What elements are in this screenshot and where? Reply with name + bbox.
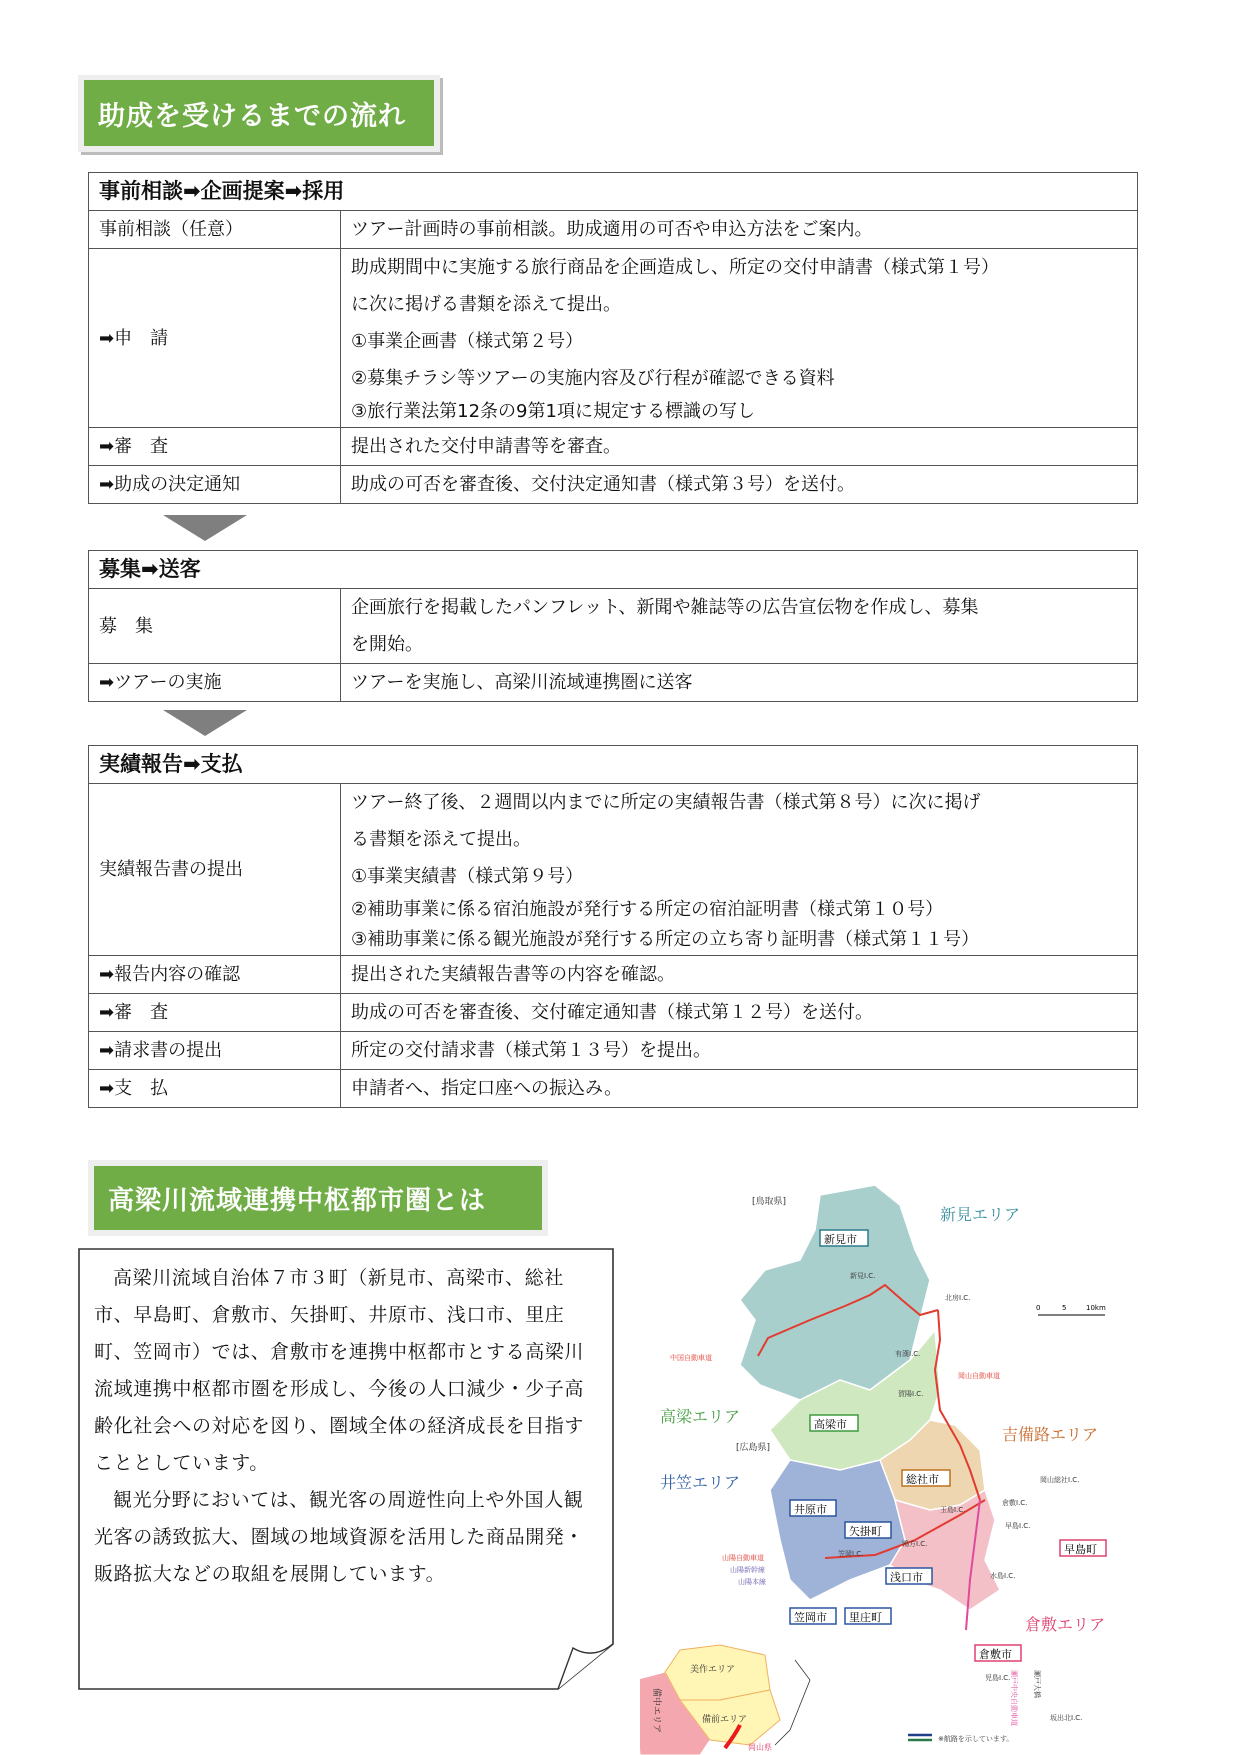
flow-table-recruitment: [88, 550, 1138, 702]
step-description: 企画旅行を掲載したパンフレット、新聞や雑誌等の広告宣伝物を作成し、募集 を開始。: [341, 589, 1138, 664]
inset-area-label: 美作エリア: [690, 1665, 736, 1675]
description-note: [78, 1248, 614, 1690]
table-row: [89, 211, 1138, 249]
table-row: [89, 994, 1138, 1032]
prefecture-label-tottori: [鳥取県]: [752, 1197, 787, 1207]
svg-text:高梁市: 高梁市: [814, 1418, 847, 1431]
ic-label: 坂出北I.C.: [1050, 1714, 1083, 1722]
table-row: [89, 956, 1138, 994]
flow-table-application: [88, 172, 1138, 504]
svg-text:※航路を示しています。: ※航路を示しています。: [938, 1735, 1014, 1743]
down-arrow-icon: [163, 515, 247, 541]
step-description: 助成の可否を審査後、交付決定通知書（様式第３号）を送付。: [341, 466, 1138, 504]
step-description: 提出された交付申請書等を審査。: [341, 428, 1138, 466]
svg-text:0: 0: [1036, 1304, 1041, 1312]
step-description: ツアー計画時の事前相談。助成適用の可否や申込方法をご案内。: [341, 211, 1138, 249]
city-label-hayashima: [1060, 1540, 1106, 1556]
road-label: 岡山自動車道: [958, 1372, 1000, 1380]
city-label-satosho: [845, 1608, 891, 1624]
ic-label: 早島I.C.: [1005, 1522, 1031, 1530]
ic-label: 倉敷I.C.: [1002, 1499, 1028, 1507]
svg-text:倉敷市: 倉敷市: [979, 1648, 1012, 1661]
step-description: ツアー終了後、２週間以内までに所定の実績報告書（様式第８号）に次に掲げ る書類を添えて提出。 ①事業実績書（様式第９号） ②補助事業に係る宿泊施設が発行する所定の宿泊証明書（様式第１０号） ③補助事業に係る観光施設が発行する所定の立ち寄り証明書（様式第１１号）: [341, 784, 1138, 956]
step-description: 申請者へ、指定口座への振込み。: [341, 1070, 1138, 1108]
paragraph: 高梁川流域自治体７市３町（新見市、高梁市、総社市、早島町、倉敷市、矢掛町、井原市、浅口市、里庄町、笠岡市）では、倉敷市を連携中枢都市とする高梁川流域連携中枢都市圏を形成し、今後の人口減少・少子高齢化社会への対応を図り、圏域全体の経済成長を目指すこととしています。: [94, 1267, 585, 1474]
paragraph: 観光分野においては、観光客の周遊性向上や外国人観光客の誘致拡大、圏域の地域資源を活用した商品開発・販路拡大などの取組を展開しています。: [94, 1489, 585, 1585]
step-label: ➡申 請: [89, 249, 341, 428]
table-header: 実績報告➡支払: [89, 746, 1138, 784]
svg-text:浅口市: 浅口市: [890, 1571, 923, 1584]
ic-label: 岡山総社I.C.: [1040, 1476, 1080, 1484]
svg-text:矢掛町: 矢掛町: [849, 1525, 882, 1538]
inset-area-label: 備中エリア: [651, 1688, 661, 1734]
city-label-niimi: [820, 1230, 868, 1246]
svg-text:総社市: 総社市: [906, 1473, 939, 1486]
ic-label: 玉島I.C.: [940, 1506, 966, 1514]
step-label: ➡審 査: [89, 994, 341, 1032]
city-label-ibara: [790, 1500, 836, 1516]
table-row: [89, 1032, 1138, 1070]
area-label-niimi: 新見エリア: [940, 1205, 1021, 1224]
step-description: 所定の交付請求書（様式第１３号）を提出。: [341, 1032, 1138, 1070]
svg-text:井原市: 井原市: [794, 1503, 827, 1516]
table-row: [89, 428, 1138, 466]
ferry-route-legend: [908, 1734, 1013, 1743]
step-label: ➡支 払: [89, 1070, 341, 1108]
road-label: 山陽本線: [738, 1578, 766, 1586]
ic-label: 北房I.C.: [945, 1294, 971, 1302]
step-description: 助成の可否を審査後、交付確定通知書（様式第１２号）を送付。: [341, 994, 1138, 1032]
road-label: 山陽自動車道: [722, 1554, 764, 1562]
step-label: ➡助成の決定通知: [89, 466, 341, 504]
step-description: 助成期間中に実施する旅行商品を企画造成し、所定の交付申請書（様式第１号） に次に掲げる書類を添えて提出。 ①事業企画書（様式第２号） ②募集チラシ等ツアーの実施内容及び行程が確認できる資料 ③旅行業法第12条の9第1項に規定する標識の写し: [341, 249, 1138, 428]
area-label-kibiji: 吉備路エリア: [1002, 1425, 1099, 1444]
japan-outline: [775, 1660, 810, 1745]
flow-table-report: [88, 745, 1138, 1108]
table-row: [89, 466, 1138, 504]
svg-text:笠岡市: 笠岡市: [794, 1611, 827, 1624]
ic-label: 有漢I.C.: [895, 1350, 921, 1358]
area-label-takahashi: 高梁エリア: [660, 1407, 741, 1426]
table-row: [89, 589, 1138, 664]
section-title-flow: 助成を受けるまでの流れ: [84, 80, 434, 146]
down-arrow-icon: [163, 710, 247, 736]
step-label: ➡請求書の提出: [89, 1032, 341, 1070]
svg-text:新見市: 新見市: [824, 1233, 857, 1246]
step-label: 募 集: [89, 589, 341, 664]
step-description: 提出された実績報告書等の内容を確認。: [341, 956, 1138, 994]
table-header: 事前相談➡企画提案➡採用: [89, 173, 1138, 211]
inset-prefecture-label: 岡山県: [748, 1743, 772, 1752]
step-description: ツアーを実施し、高梁川流域連携圏に送客: [341, 664, 1138, 702]
svg-text:5: 5: [1062, 1304, 1067, 1312]
scale-bar: [1036, 1304, 1106, 1315]
step-label: 実績報告書の提出: [89, 784, 341, 956]
table-row: [89, 664, 1138, 702]
area-label-ikasa: 井笠エリア: [660, 1473, 741, 1492]
city-label-asakuchi: [886, 1568, 932, 1584]
table-row: [89, 784, 1138, 956]
step-label: ➡報告内容の確認: [89, 956, 341, 994]
city-label-takahashi: [810, 1415, 858, 1431]
road-label: 瀬戸中央自動車道: [1010, 1670, 1018, 1726]
table-header: 募集➡送客: [89, 551, 1138, 589]
table-row: [89, 249, 1138, 428]
ic-label: 鴨方I.C.: [902, 1540, 928, 1548]
ic-label: 水島I.C.: [990, 1572, 1016, 1580]
svg-text:10km: 10km: [1086, 1304, 1106, 1312]
svg-text:早島町: 早島町: [1064, 1543, 1097, 1556]
ic-label: 笠岡I.C.: [838, 1550, 864, 1558]
city-label-kasaoka: [790, 1608, 836, 1624]
area-label-kurashiki: 倉敷エリア: [1025, 1615, 1106, 1634]
area-map: [640, 1160, 1141, 1755]
inset-area-label: 備前エリア: [702, 1715, 748, 1725]
section-title-area: 高梁川流域連携中枢都市圏とは: [94, 1166, 542, 1230]
step-label: 事前相談（任意）: [89, 211, 341, 249]
ic-label: 新見I.C.: [850, 1272, 876, 1280]
table-row: [89, 1070, 1138, 1108]
road-label: 山陽新幹線: [730, 1566, 765, 1574]
prefecture-label-hiroshima: [広島県]: [736, 1443, 771, 1453]
city-label-kurashiki: [975, 1645, 1021, 1661]
ic-label: 賀陽I.C.: [898, 1390, 924, 1398]
city-label-soja: [902, 1470, 950, 1486]
ic-label: 児島I.C.: [985, 1674, 1011, 1682]
road-label: 中国自動車道: [670, 1354, 712, 1362]
road-label: 瀬戸大橋: [1033, 1670, 1041, 1698]
city-label-yakage: [845, 1522, 891, 1538]
step-label: ➡ツアーの実施: [89, 664, 341, 702]
svg-text:里庄町: 里庄町: [849, 1611, 882, 1624]
step-label: ➡審 査: [89, 428, 341, 466]
